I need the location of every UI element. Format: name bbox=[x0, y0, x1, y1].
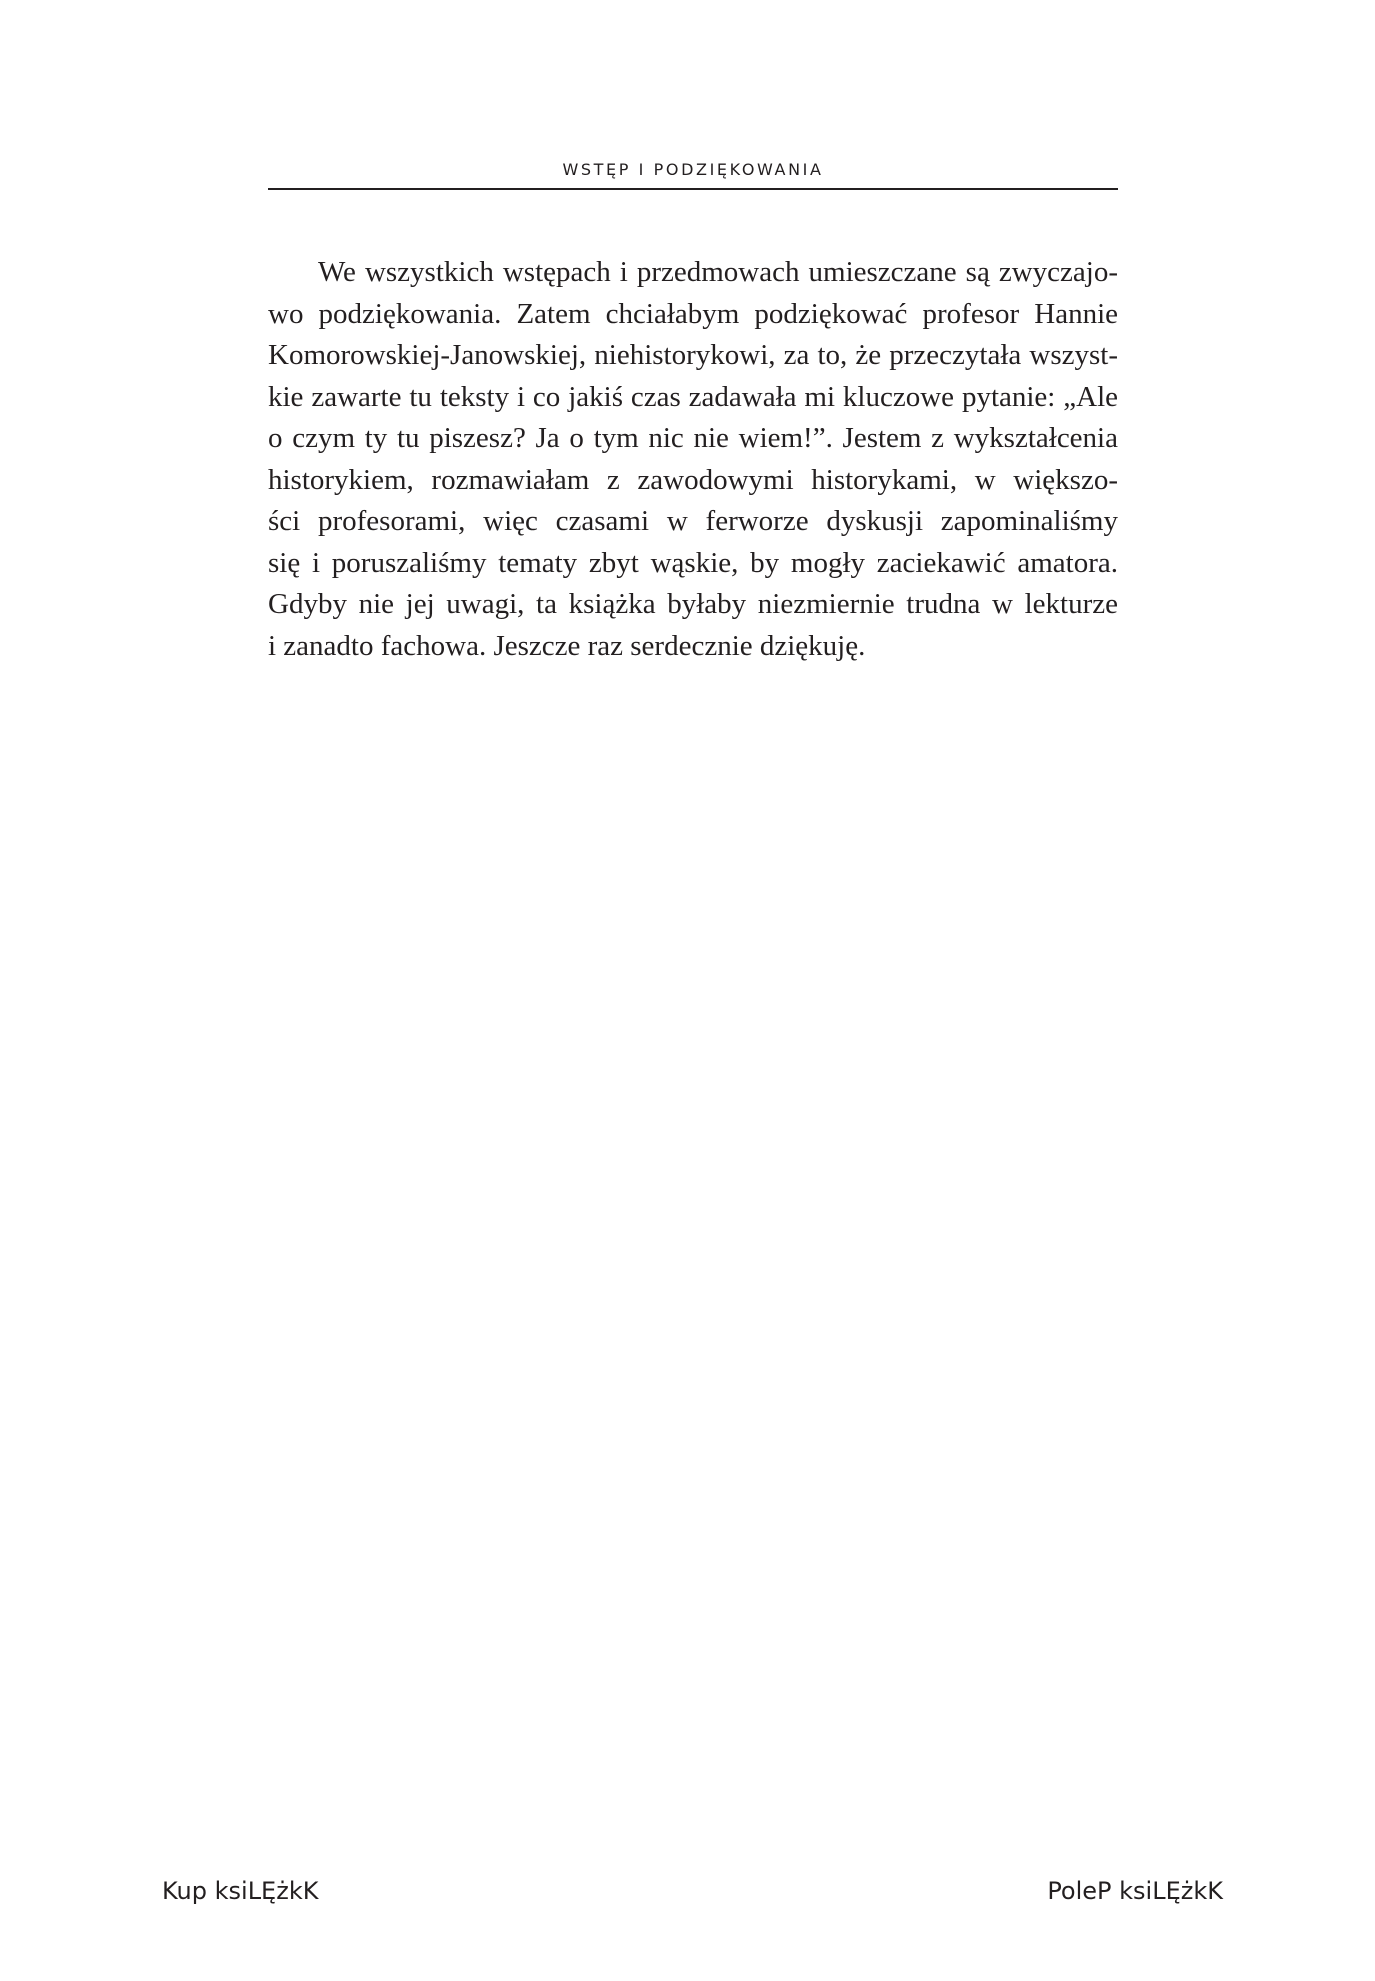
text-line: Komorowskiej-Janowskiej, niehistorykowi, za to, że przeczytała wszyst- bbox=[268, 339, 1118, 371]
buy-book-link[interactable]: Kup ksiLĘżkK bbox=[162, 1877, 319, 1905]
text-line: o czym ty tu piszesz? Ja o tym nic nie wiem!”. Jestem z wykształcenia bbox=[268, 422, 1118, 454]
text-line: się i poruszaliśmy tematy zbyt wąskie, by mogły zaciekawić amatora. bbox=[268, 546, 1118, 579]
text-line: kie zawarte tu teksty i co jakiś czas zadawała mi kluczowe pytanie: „Ale bbox=[268, 380, 1118, 413]
header-rule bbox=[268, 188, 1118, 190]
running-header: WSTĘP I PODZIĘKOWANIA bbox=[562, 160, 824, 179]
body-paragraph bbox=[268, 252, 1118, 667]
text-line: Gdyby nie jej uwagi, ta książka byłaby niezmiernie trudna w lekturze bbox=[268, 588, 1118, 620]
text-line: We wszystkich wstępach i przedmowach umieszczane są zwyczajo- bbox=[318, 256, 1118, 288]
text-line: historykiem, rozmawiałam z zawodowymi historykami, w większo- bbox=[268, 463, 1118, 496]
text-line: ści profesorami, więc czasami w ferworze dyskusji zapominaliśmy bbox=[268, 505, 1118, 537]
recommend-book-link[interactable]: PoleP ksiLĘżkK bbox=[1047, 1877, 1223, 1905]
text-line: wo podziękowania. Zatem chciałabym podziękować profesor Hannie bbox=[268, 297, 1118, 330]
text-line: i zanadto fachowa. Jeszcze raz serdecznie dziękuję. bbox=[268, 629, 866, 662]
